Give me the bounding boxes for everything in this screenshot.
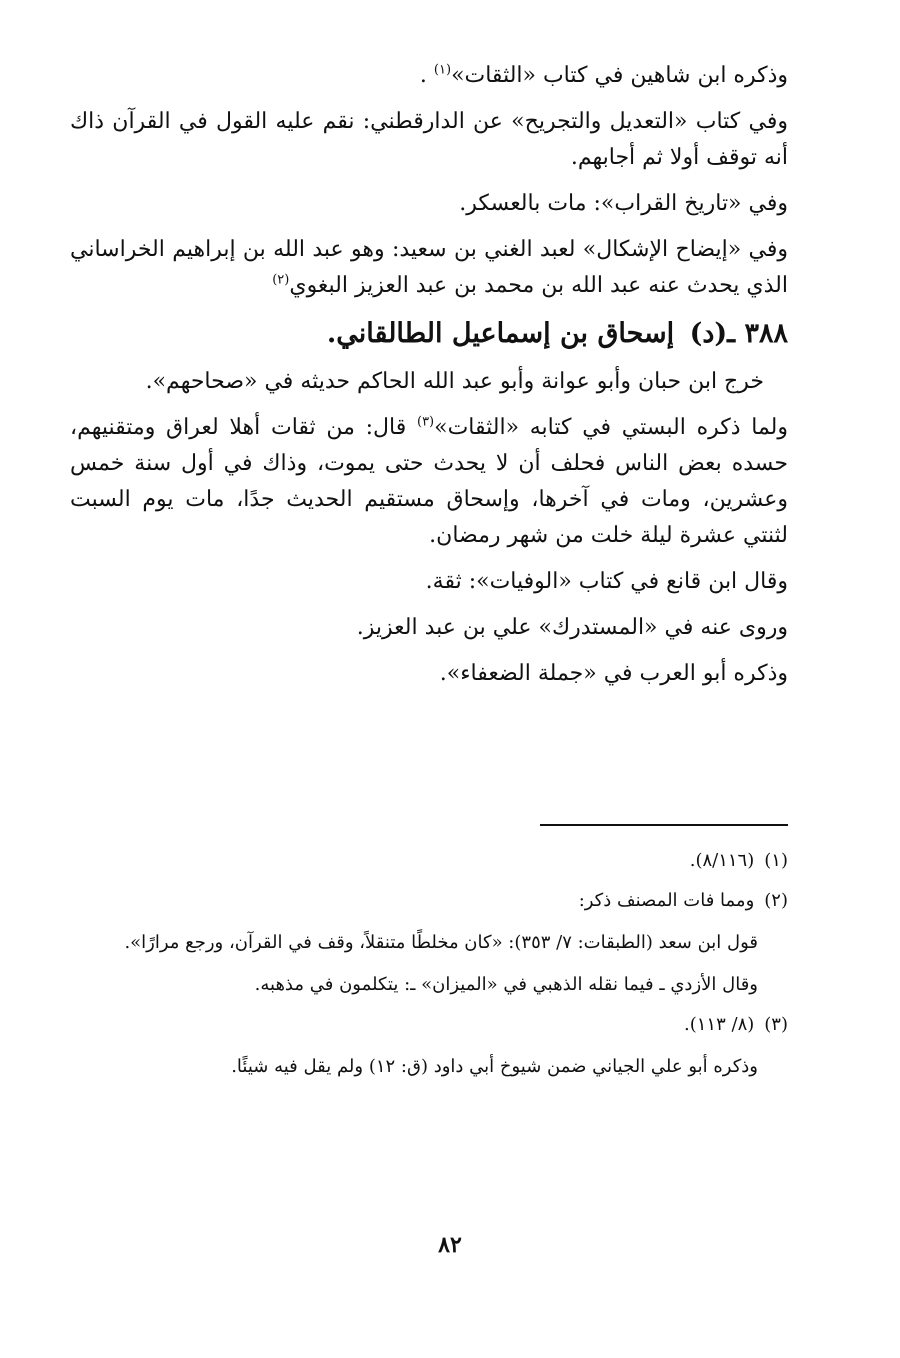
entry-heading (70, 314, 788, 354)
entry-line-mustadrak: وروى عنه في «المستدرك» علي بن عبد العزيز. (356, 615, 788, 640)
footnote-3 (80, 1010, 788, 1040)
footnote-ref-3[interactable]: (٣) (416, 414, 435, 430)
footnotes (80, 846, 788, 1092)
footnote-3-jayyani: وذكره أبو علي الجياني ضمن شيوخ أبي داود (ق: ١٢) ولم يقل فيه شيئًا. (231, 1056, 758, 1077)
footnote-marker: (٢) (764, 890, 788, 911)
paragraph-text: وفي «إيضاح الإشكال» لعبد الغني بن سعيد: وهو عبد الله بن إبراهيم الخراساني الذي يحدث عنه عبد الله بن محمد بن عبد العزيز البغوي (70, 237, 788, 298)
page-number: ٨٢ (438, 1232, 462, 1258)
paragraph-qarrab: وفي «تاريخ القراب»: مات بالعسكر. (459, 191, 788, 216)
footnote-ref-2[interactable]: (٢) (272, 272, 290, 288)
entry-line-abu-al-arab: وذكره أبو العرب في «جملة الضعفاء». (439, 661, 788, 686)
footnote-2 (80, 886, 788, 916)
footnote-ref-1[interactable]: (١) (433, 62, 452, 78)
footnote-separator (540, 824, 788, 826)
entry-line-sihah: خرج ابن حبان وأبو عوانة وأبو عبد الله الحاكم حديثه في «صحاحهم». (145, 369, 764, 394)
paragraph-ibn-shahin (70, 58, 788, 94)
footnote-2-azdi: وقال الأزدي ـ فيما نقله الذهبي في «الميزان» ـ: يتكلمون في مذهبه. (254, 974, 758, 995)
footnote-text: (٨/١١٦). (689, 850, 755, 871)
main-text (70, 58, 788, 702)
entry-name: إسحاق بن إسماعيل الطالقاني. (326, 318, 675, 349)
paragraph-end: . (419, 63, 434, 88)
paragraph-tadil: وفي كتاب «التعديل والتجريح» عن الدارقطني: نقم عليه القول في القرآن ذاك أنه توقف أولا ثم أجابهم. (70, 109, 788, 170)
footnote-text: (٨/ ١١٣). (684, 1014, 755, 1035)
paragraph-text: قال: من ثقات أهلا لعراق ومتقنيهم، حسده بعض الناس فحلف أن لا يحدث حتى يموت، وذاك في أول سنة خمس وعشرين، ومات في آخرها، وإسحاق مستقيم الحديث جدًا، مات يوم السبت لثنتي عشرة ليلة خلت من شهر رمضان. (70, 415, 788, 548)
paragraph-text: وذكره ابن شاهين في كتاب «الثقات» (451, 63, 788, 88)
entry-line-busti (70, 410, 788, 554)
footnote-marker: (٣) (764, 1014, 788, 1035)
footnote-text: ومما فات المصنف ذكر: (578, 890, 755, 911)
footnote-1 (80, 846, 788, 876)
paragraph-text: ولما ذكره البستي في كتابه «الثقات» (434, 415, 788, 440)
paragraph-idah (70, 232, 788, 304)
entry-line-ibn-qani: وقال ابن قانع في كتاب «الوفيات»: ثقة. (425, 569, 788, 594)
footnote-2-ibn-saad: قول ابن سعد (الطبقات: ٧/ ٣٥٣): «كان مخلطًا متنقلاً، وقف في القرآن، ورجع مرارًا». (124, 932, 758, 953)
footnote-marker: (١) (764, 850, 788, 871)
entry-number: ٣٨٨ ـ(د) (689, 318, 788, 349)
